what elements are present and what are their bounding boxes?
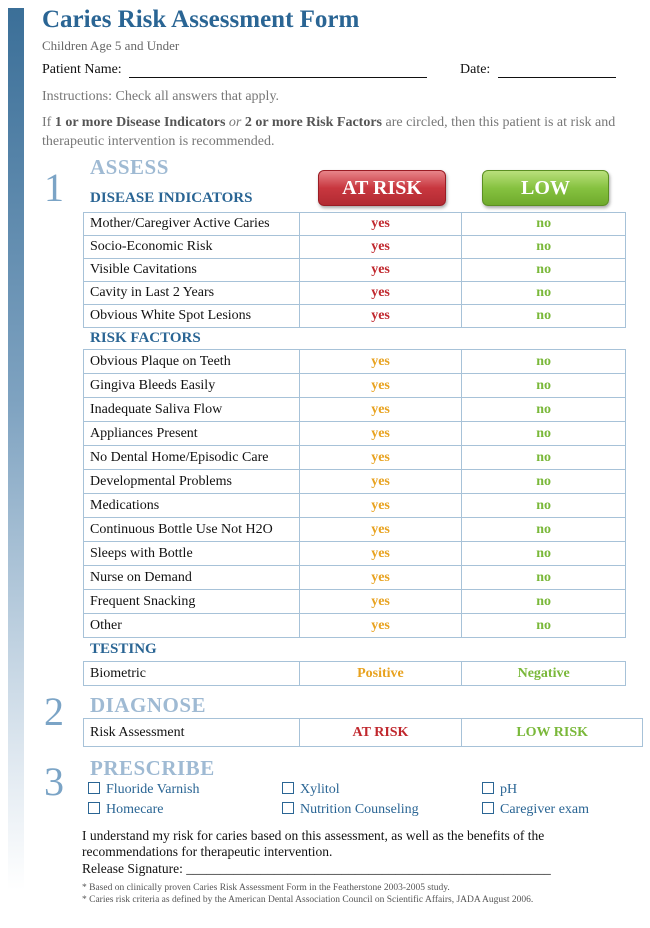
diagnose-table [83, 718, 643, 747]
checkbox-icon[interactable] [88, 802, 100, 814]
instructions: Instructions: Check all answers that apply. [42, 89, 280, 104]
testing-title: TESTING [90, 641, 157, 657]
section-number-assess: 1 [44, 165, 64, 210]
no-option[interactable]: no [462, 566, 626, 590]
no-option[interactable]: no [462, 398, 626, 422]
table-row [84, 422, 626, 446]
no-option[interactable]: no [462, 422, 626, 446]
prescribe-option-fluoride-varnish[interactable] [88, 782, 199, 798]
no-option[interactable]: no [462, 213, 626, 236]
positive-option[interactable]: Positive [299, 662, 462, 686]
table-row [84, 662, 626, 686]
indicator-label: Cavity in Last 2 Years [84, 282, 300, 305]
risk-factor-label: Nurse on Demand [84, 566, 300, 590]
table-row [84, 398, 626, 422]
patient-name-field[interactable] [129, 77, 427, 78]
table-row [84, 566, 626, 590]
no-option[interactable]: no [462, 470, 626, 494]
signature-row [82, 861, 551, 877]
table-row [84, 590, 626, 614]
no-option[interactable]: no [462, 305, 626, 328]
risk-factor-label: Developmental Problems [84, 470, 300, 494]
yes-option[interactable]: yes [299, 446, 462, 470]
risk-factor-label: Frequent Snacking [84, 590, 300, 614]
section-number-prescribe: 3 [44, 759, 64, 804]
option-label: Nutrition Counseling [300, 802, 419, 817]
yes-option[interactable]: yes [299, 236, 462, 259]
risk-assessment-label: Risk Assessment [84, 719, 300, 747]
checkbox-icon[interactable] [482, 782, 494, 794]
risk-factor-label: Other [84, 614, 300, 638]
option-label: Xylitol [300, 782, 340, 797]
at-risk-option[interactable]: AT RISK [299, 719, 462, 747]
rule-prefix: If [42, 115, 55, 130]
at-risk-header-button: AT RISK [318, 170, 446, 206]
table-row [84, 494, 626, 518]
signature-field[interactable]: ______________________________________________________ [186, 861, 551, 876]
table-row [84, 213, 626, 236]
risk-factor-label: Sleeps with Bottle [84, 542, 300, 566]
prescribe-option-xylitol[interactable] [282, 782, 340, 798]
risk-factor-label: Continuous Bottle Use Not H2O [84, 518, 300, 542]
rule-disease-threshold: 1 or more Disease Indicators [54, 115, 226, 130]
no-option[interactable]: no [462, 236, 626, 259]
consent-statement: I understand my risk for caries based on this assessment, as well as the benefits of the recommendations for therapeutic intervention. [82, 828, 545, 859]
no-option[interactable]: no [462, 542, 626, 566]
no-option[interactable]: no [462, 350, 626, 374]
table-row [84, 719, 643, 747]
yes-option[interactable]: yes [299, 614, 462, 638]
table-row [84, 236, 626, 259]
checkbox-icon[interactable] [282, 802, 294, 814]
yes-option[interactable]: yes [299, 305, 462, 328]
yes-option[interactable]: yes [299, 374, 462, 398]
yes-option[interactable]: yes [299, 350, 462, 374]
yes-option[interactable]: yes [299, 282, 462, 305]
risk-factor-label: Gingiva Bleeds Easily [84, 374, 300, 398]
table-row [84, 470, 626, 494]
yes-option[interactable]: yes [299, 590, 462, 614]
option-label: Caregiver exam [500, 802, 590, 817]
option-label: Fluoride Varnish [106, 782, 200, 797]
indicator-label: Socio-Economic Risk [84, 236, 300, 259]
form-title: Caries Risk Assessment Form [42, 6, 360, 33]
no-option[interactable]: no [462, 282, 626, 305]
no-option[interactable]: no [462, 374, 626, 398]
disease-indicators-table [83, 212, 626, 328]
no-option[interactable]: no [462, 259, 626, 282]
disease-indicators-title: DISEASE INDICATORS [90, 190, 253, 206]
footnote: * Based on clinically proven Caries Risk Assessment Form in the Featherstone 2003-2005 study. [82, 883, 450, 893]
testing-table [83, 661, 626, 686]
section-number-diagnose: 2 [44, 689, 64, 734]
risk-factor-label: Appliances Present [84, 422, 300, 446]
rule-suffix: are circled, then this patient is at risk and therapeutic intervention is recommended. [42, 115, 616, 149]
section-title-assess: ASSESS [90, 155, 169, 179]
testing-label: Biometric [84, 662, 300, 686]
low-risk-option[interactable]: LOW RISK [462, 719, 643, 747]
patient-name-row [42, 62, 427, 78]
table-row [84, 259, 626, 282]
option-label: Homecare [106, 802, 164, 817]
rule-or: or [225, 115, 245, 130]
form-subtitle: Children Age 5 and Under [42, 38, 180, 53]
option-label: pH [500, 782, 518, 797]
no-option[interactable]: no [462, 494, 626, 518]
date-label: Date: [460, 62, 491, 77]
table-row [84, 446, 626, 470]
risk-factor-label: Medications [84, 494, 300, 518]
footnote: * Caries risk criteria as defined by the American Dental Association Council on Scientific Affairs, JADA August 2006. [82, 895, 534, 905]
sidebar-gradient-bar [8, 8, 24, 890]
no-option[interactable]: no [462, 518, 626, 542]
indicator-label: Obvious White Spot Lesions [84, 305, 300, 328]
yes-option[interactable]: yes [299, 494, 462, 518]
section-title-prescribe: PRESCRIBE [90, 756, 215, 780]
no-option[interactable]: no [462, 614, 626, 638]
no-option[interactable]: no [462, 446, 626, 470]
yes-option[interactable]: yes [299, 566, 462, 590]
table-row [84, 614, 626, 638]
no-option[interactable]: no [462, 590, 626, 614]
checkbox-icon[interactable] [282, 782, 294, 794]
negative-option[interactable]: Negative [462, 662, 626, 686]
yes-option[interactable]: yes [299, 422, 462, 446]
risk-factors-title: RISK FACTORS [90, 330, 201, 346]
table-row [84, 518, 626, 542]
section-title-diagnose: DIAGNOSE [90, 693, 207, 717]
risk-rule-text [42, 113, 642, 151]
prescribe-option-caregiver-exam[interactable] [482, 802, 589, 818]
yes-option[interactable]: yes [299, 518, 462, 542]
low-header-button: LOW [482, 170, 609, 206]
indicator-label: Mother/Caregiver Active Caries [84, 213, 300, 236]
prescribe-option-ph[interactable] [482, 782, 517, 798]
prescribe-option-nutrition-counseling[interactable] [282, 802, 419, 818]
risk-factor-label: Obvious Plaque on Teeth [84, 350, 300, 374]
table-row [84, 305, 626, 328]
checkbox-icon[interactable] [88, 782, 100, 794]
patient-name-label: Patient Name: [42, 62, 122, 77]
table-row [84, 282, 626, 305]
risk-factor-label: Inadequate Saliva Flow [84, 398, 300, 422]
signature-label: Release Signature: [82, 861, 183, 876]
table-row [84, 374, 626, 398]
prescribe-option-homecare[interactable] [88, 802, 164, 818]
yes-option[interactable]: yes [299, 470, 462, 494]
yes-option[interactable]: yes [299, 213, 462, 236]
risk-factor-label: No Dental Home/Episodic Care [84, 446, 300, 470]
yes-option[interactable]: yes [299, 542, 462, 566]
date-row [460, 62, 616, 78]
date-field[interactable] [498, 77, 616, 78]
yes-option[interactable]: yes [299, 259, 462, 282]
yes-option[interactable]: yes [299, 398, 462, 422]
checkbox-icon[interactable] [482, 802, 494, 814]
rule-risk-threshold: 2 or more Risk Factors [244, 115, 382, 130]
table-row [84, 542, 626, 566]
indicator-label: Visible Cavitations [84, 259, 300, 282]
table-row [84, 350, 626, 374]
risk-factors-table [83, 349, 626, 638]
